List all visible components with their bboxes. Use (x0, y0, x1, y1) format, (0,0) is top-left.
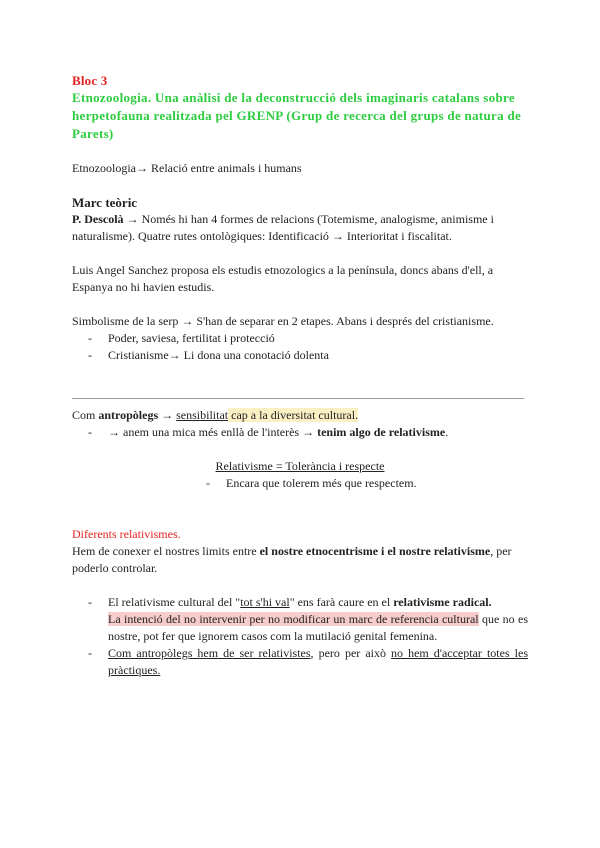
antropolegs-bold: antropòlegs (98, 408, 159, 422)
diferents-bold: el nostre etnocentrisme i el nostre relativisme (259, 544, 491, 558)
list-item: - Cristianisme→ Li dona una conotació dolenta (72, 347, 528, 364)
antropolegs-list (72, 424, 528, 441)
item-end: . (445, 425, 449, 439)
highlighted-text: cap a la diversitat cultural. (228, 408, 359, 422)
descola-paragraph (72, 211, 528, 245)
list-item (72, 645, 528, 679)
list-item (72, 424, 528, 441)
item-end: que no es nostre, pot fer que ignorem casos com la mutilació genital femenina. (108, 612, 528, 643)
item-prefix: → anem una mica més enllà de l'interès → (108, 425, 318, 439)
antropolegs-prefix: Com (72, 408, 99, 422)
item-bold: relativisme radical. (393, 595, 492, 609)
underlined-text: no hem d'acceptar totes les pràctiques. (108, 646, 528, 677)
quote-text: tot s'hi val (240, 595, 290, 609)
item-mid: " ens farà caure en el (289, 595, 394, 609)
sensibilitat-text: sensibilitat (176, 408, 229, 422)
antropolegs-paragraph (72, 407, 528, 424)
definition-line: Etnozoologia→ Relació entre animals i humans (72, 161, 302, 175)
diferents-list (72, 594, 528, 679)
item-mid: , pero per això (310, 646, 392, 660)
item-prefix: El relativisme cultural del " (108, 595, 241, 609)
highlighted-text: La intenció del no intervenir per no modificar un marc de referencia cultural (108, 612, 479, 626)
serp-paragraph: Simbolisme de la serp → S'han de separar en 2 etapes. Abans i després del cristianisme. (72, 314, 494, 328)
luis-paragraph: Luis Angel Sanchez proposa els estudis etnozologics a la península, doncs abans d'ell, a Espanya no hi havien estudis. (72, 263, 494, 294)
main-title: Etnozoologia. Una anàlisi de la deconstrucció dels imaginaris catalans sobre herpetofauna realitzada pel GRENP (Grup de recerca del grups de natura de Parets) (72, 90, 522, 141)
list-item: - Poder, saviesa, fertilitat i protecció (72, 330, 528, 347)
relativisme-list (72, 475, 528, 492)
marc-heading: Marc teòric (72, 195, 138, 210)
list-item (72, 594, 528, 645)
relativisme-heading: Relativisme = Tolerància i respecte (215, 459, 385, 473)
diferents-heading: Diferents relativismes. (72, 527, 181, 541)
item-bold: tenim algo de relativisme (317, 425, 446, 439)
diferents-end: , per poderlo controlar. (72, 544, 512, 575)
descola-text: → Només hi han 4 formes de relacions (Totemisme, analogisme, animisme i naturalisme). Quatre rutes ontològiques: Identificació → Interioritat i fiscalitat. (72, 212, 494, 243)
list-item: - Encara que tolerem més que respectem. (190, 475, 528, 492)
descola-name: P. Descolà (72, 212, 124, 226)
serp-list (72, 330, 528, 364)
antropolegs-arrow: → (158, 408, 177, 422)
diferents-paragraph (72, 543, 528, 577)
document-page (72, 72, 528, 679)
diferents-prefix: Hem de conexer el nostres limits entre (72, 544, 260, 558)
underlined-text: Com antropòlegs hem de ser relativistes (108, 646, 311, 660)
bloc-title: Bloc 3 (72, 73, 108, 88)
